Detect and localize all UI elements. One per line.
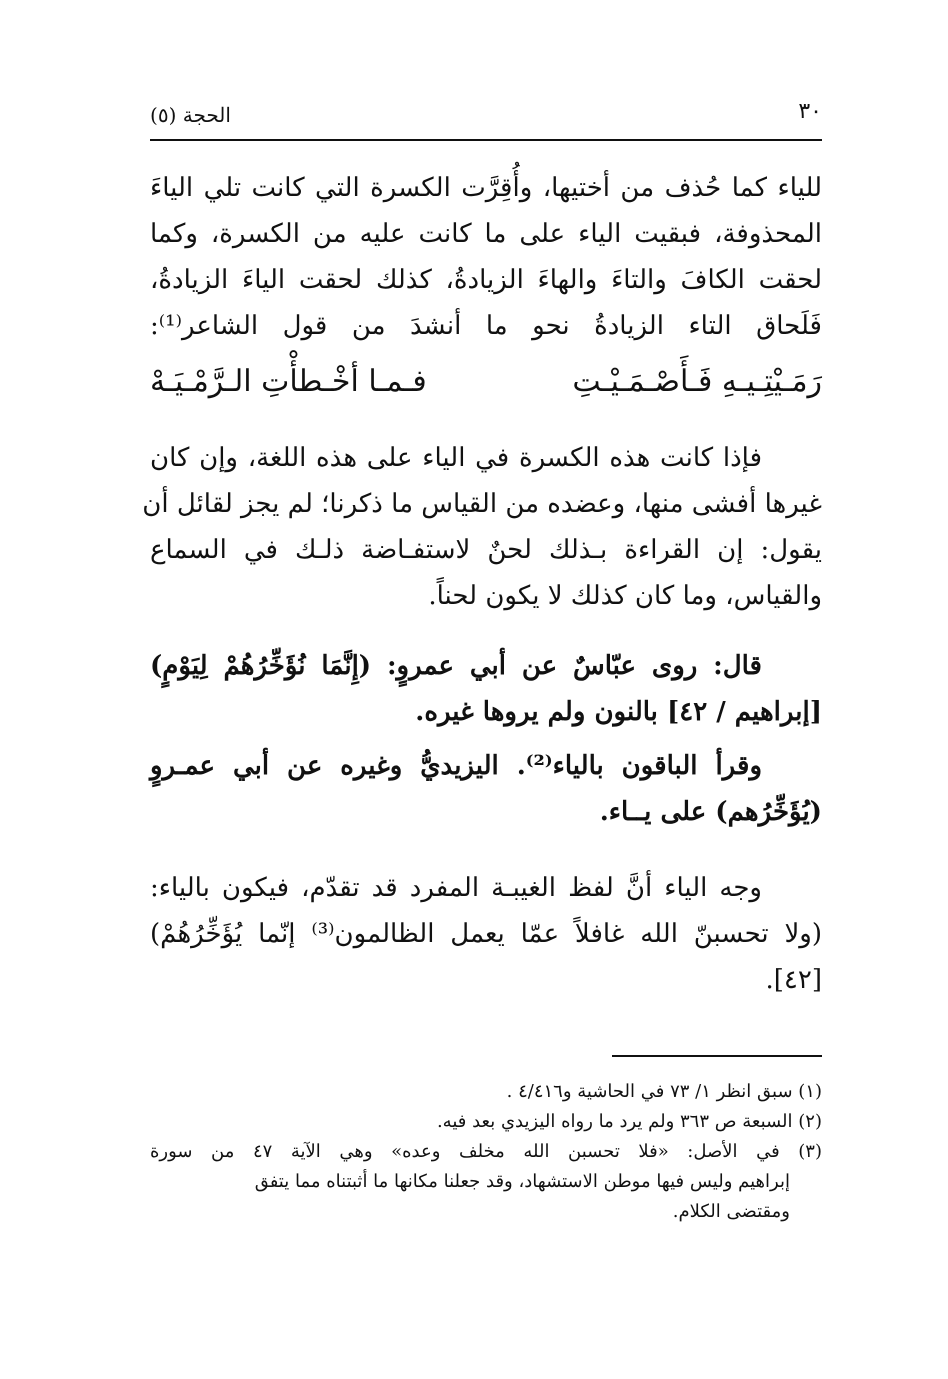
verse-second-hemistich: فـمـا أخْـطأْتِ الـرَّمْـيَـهْ — [150, 364, 427, 399]
footnote-3-line: (٣) في الأصل: «فلا تحسبن الله مخلف وعده» وهي الآية ٤٧ من سورة — [150, 1141, 822, 1162]
header-divider — [150, 139, 822, 141]
paragraph-2 — [142, 435, 822, 619]
paragraph-5 — [150, 865, 822, 1003]
text-line: [٤٢]. — [765, 965, 822, 995]
text-line: (ولا تحسبنّ الله غافلاً عمّا يعمل الظالمون⁽³⁾ إنّما يُؤَخِّرُهُمْ) — [150, 919, 822, 949]
text-line: غيرها أفشى منها، وعضده من القياس ما ذكرنا؛ لم يجز لقائل أن — [142, 489, 822, 519]
paragraph-1 — [150, 165, 822, 349]
text-line: وقرأ الباقون بالياء⁽²⁾. اليزيديُّ وغيره عن أبي عمـروٍ — [150, 751, 763, 781]
text-line: يقول: إن القراءة بـذلك لحنٌ لاستفـاضة ذلـك في السماع — [150, 535, 822, 565]
running-title: الحجة (٥) — [150, 103, 231, 127]
text-line: لحقت الكافَ والتاءَ والهاءَ الزيادةُ، كذلك لحقت الياءَ الزيادةُ، — [150, 265, 822, 295]
text-line: [إبراهيم / ٤٢] بالنون ولم يروها غيره. — [415, 697, 822, 727]
text-line: والقياس، وما كان كذلك لا يكون لحناً. — [428, 581, 822, 611]
text-line: فَلَحاق التاء الزيادةُ نحو ما أنشدَ من قول الشاعر⁽¹⁾: — [150, 311, 822, 341]
text-line: فإذا كانت هذه الكسرة في الياء على هذه اللغة، وإن كان — [150, 443, 762, 473]
book-page — [142, 95, 822, 1355]
footnote-2: (٢) السبعة ص ٣٦٣ ولم يرد ما رواه اليزيدي بعد فيه. — [436, 1111, 822, 1132]
text-line: للياء كما حُذف من أختيها، وأُقِرَّت الكسرة التي كانت تلي الياءَ — [150, 173, 822, 203]
text-line: وجه الياء أنَّ لفظ الغيبـة المفرد قد تقدّم، فيكون بالياء: — [150, 873, 762, 903]
text-line: قال: روى عبّاسٌ عن أبي عمروٍ: (إِنَّمَا نُؤَخِّرُهُمْ لِيَوْمٍ) — [150, 651, 762, 681]
footnote-divider — [612, 1055, 822, 1057]
page-number: ٣٠ — [798, 99, 822, 124]
text-line: المحذوفة، فبقيت الياء على ما كانت عليه من الكسرة، وكما — [150, 219, 822, 249]
footnote-3-line: ومقتضى الكلام. — [672, 1201, 790, 1222]
footnote-1: (١) سبق انظر ١/ ٧٣ في الحاشية و٤/٤١٦ . — [506, 1081, 822, 1102]
text-line: (يُؤَخِّرُهم) على يــاء. — [599, 797, 822, 827]
page-header — [150, 95, 822, 135]
verse-first-hemistich: رَمَـيْتِـيـهِ فَـأَصْـمَـيْـتِ — [572, 364, 822, 399]
paragraph-4 — [150, 743, 822, 835]
poetry-verse — [150, 357, 822, 407]
footnotes — [150, 1077, 822, 1227]
paragraph-3 — [150, 643, 822, 735]
footnote-3-line: إبراهيم وليس فيها موطن الاستشهاد، وقد جعلنا مكانها ما أثبتناه مما يتفق — [254, 1171, 790, 1192]
